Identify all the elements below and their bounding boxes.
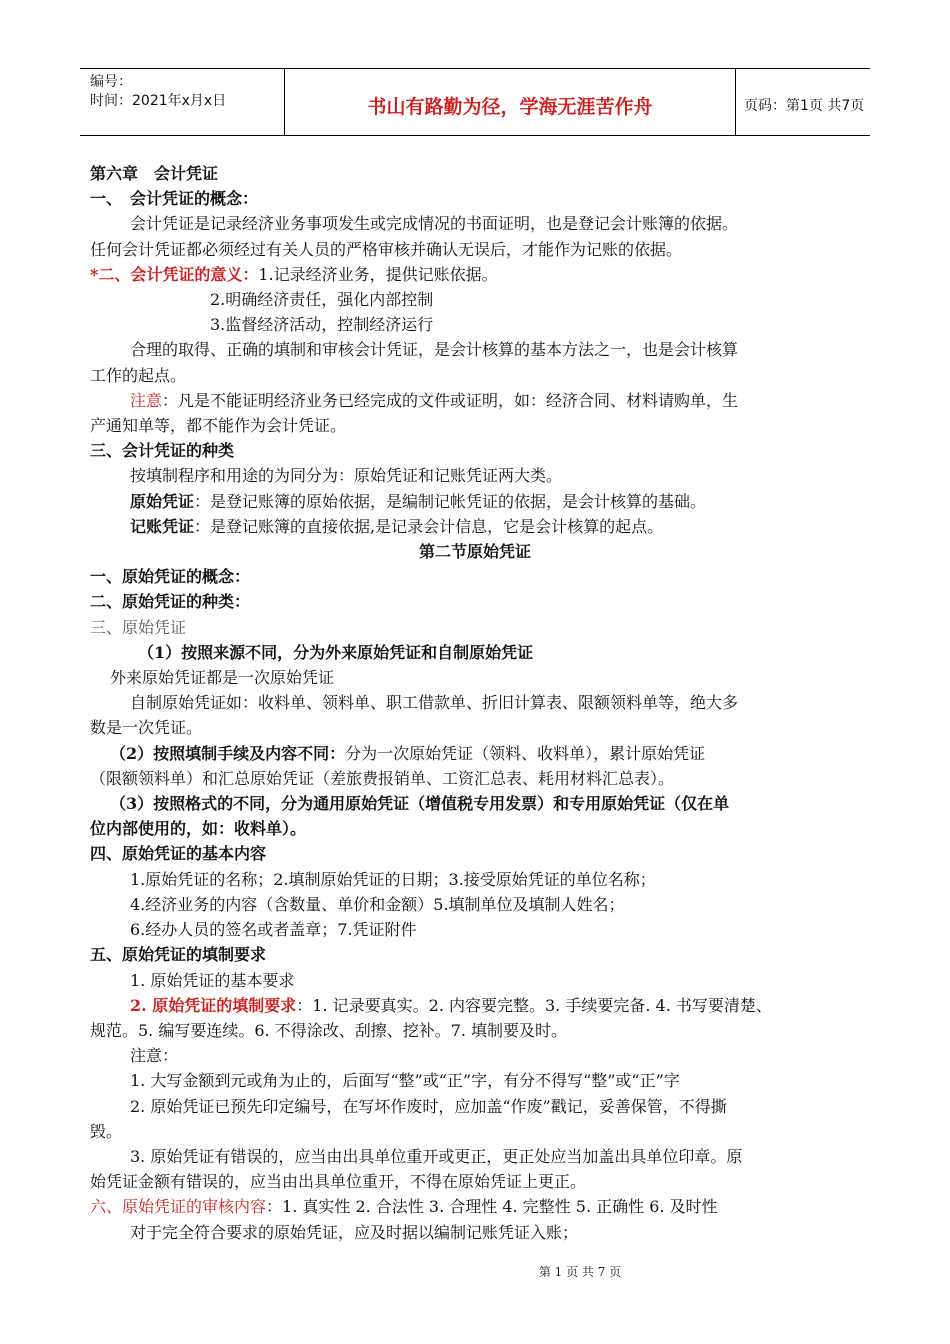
motto-cell	[284, 69, 736, 135]
paragraph-line: 规范。5. 编写要连续。6. 不得涂改、刮擦、挖补。7. 填制要及时。	[90, 1020, 568, 1040]
category-heading: （2）按照填制手续及内容不同：	[110, 743, 346, 763]
motto-text: 书山有路勤为径，学海无涯苦作舟	[367, 95, 653, 118]
page-info-cell	[736, 69, 870, 135]
list-item: 6.经办人员的签名或者盖章；7.凭证附件	[130, 920, 417, 940]
section-heading: 一、 会计凭证的概念：	[90, 189, 259, 209]
section-heading: 五、原始凭证的填制要求	[90, 945, 267, 965]
paragraph-line: 任何会计凭证都必须经过有关人员的严格审核并确认无误后，才能作为记账的依据。	[90, 239, 683, 259]
paragraph-line: 工作的起点。	[90, 365, 187, 385]
list-item: 3. 原始凭证有错误的，应当由出具单位重开或更正，更正处应当加盖出具单位印章。原	[130, 1146, 743, 1166]
list-item: 3.监督经济活动，控制经济运行	[210, 315, 434, 335]
paragraph-line	[90, 262, 860, 287]
term-label: 记账凭证	[130, 516, 195, 536]
definition-text: ：是登记账簿的原始依据，是编制记帐凭证的依据，是会计核算的基础。	[194, 491, 707, 511]
requirement-heading: 2. 原始凭证的填制要求	[130, 995, 297, 1015]
definition-text: ：是登记账簿的直接依据,是记录会计信息，它是会计核算的起点。	[194, 516, 664, 536]
list-item: 4.经济业务的内容（含数量、单价和金额）5.填制单位及填制人姓名；	[130, 894, 625, 914]
page-info-text: 页码：第1页 共7页	[744, 98, 865, 114]
section-heading: 四、原始凭证的基本内容	[90, 844, 267, 864]
paragraph-line: 按填制程序和用途的为同分为：原始凭证和记账凭证两大类。	[130, 466, 563, 486]
list-item: 1. 大写金额到元或角为止的，后面写“整”或“正”字，有分不得写“整”或“正”字	[130, 1071, 680, 1091]
paragraph-line: 合理的取得、正确的填制和审核会计凭证，是会计核算的基本方法之一，也是会计核算	[130, 340, 739, 360]
paragraph-line: 数是一次凭证。	[90, 718, 203, 738]
list-item: 2.明确经济责任，强化内部控制	[210, 290, 434, 310]
paragraph-line: （限额领料单）和汇总原始凭证（差旅费报销单、工资汇总表、耗用材料汇总表）。	[90, 768, 675, 788]
term-label: 原始凭证	[130, 491, 195, 511]
paragraph-line: 对于完全符合要求的原始凭证，应及时据以编制记账凭证入账；	[130, 1222, 579, 1242]
definition-line	[90, 514, 860, 539]
page-header	[80, 68, 870, 136]
header-meta-cell	[80, 69, 284, 135]
note-label: 注意	[130, 390, 163, 410]
document-body	[90, 161, 860, 1245]
category-text: 分为一次原始凭证（领料、收料单），累计原始凭证	[345, 743, 706, 763]
category-heading: （1）按照来源不同，分为外来原始凭证和自制原始凭证	[138, 642, 534, 662]
paragraph-line: 外来原始凭证都是一次原始凭证	[110, 668, 335, 688]
list-item: 2. 原始凭证已预先印定编号，在写坏作废时，应加盖“作废”戳记，妥善保管，不得撕	[130, 1096, 727, 1116]
paragraph-line: 自制原始凭证如：收料单、领料单、职工借款单、折旧计算表、限额领料单等，绝大多	[130, 693, 739, 713]
paragraph-line	[90, 741, 860, 766]
code-label: 编号：	[90, 74, 132, 90]
list-item-text: 1.记录经济业务，提供记账依据。	[258, 264, 498, 284]
paragraph-line: 会计凭证是记录经济业务事项发生或完成情况的书面证明，也是登记会计账簿的依据。	[130, 214, 739, 234]
subsection-title: 第二节原始凭证	[418, 542, 531, 562]
paragraph-line: 产通知单等，都不能作为会计凭证。	[90, 416, 347, 436]
requirement-text: ：1. 记录要真实。2. 内容要完整。3. 手续要完备. 4. 书写要清楚、	[296, 995, 772, 1015]
section-heading: 三、会计凭证的种类	[90, 441, 235, 461]
definition-line	[90, 489, 860, 514]
list-item: 1. 原始凭证的基本要求	[130, 970, 295, 990]
section-heading: 三、原始凭证	[90, 617, 187, 637]
note-label: 注意：	[130, 1046, 179, 1066]
paragraph-line	[90, 993, 860, 1018]
page-footer: 第 1 页 共 7 页	[538, 1265, 622, 1279]
section-heading: 六、原始凭证的审核内容	[90, 1197, 267, 1217]
list-item: 1.原始凭证的名称；2.填制原始凭证的日期；3.接受原始凭证的单位名称；	[130, 869, 656, 889]
paragraph-line: 毁。	[90, 1121, 123, 1141]
chapter-title: 第六章 会计凭证	[90, 164, 219, 183]
category-heading: 位内部使用的，如：收料单）。	[90, 819, 307, 839]
paragraph-line	[90, 1194, 860, 1219]
section-heading: 二、原始凭证的种类：	[90, 592, 251, 612]
paragraph-line	[90, 388, 860, 413]
category-heading: （3）按照格式的不同，分为通用原始凭证（增值税专用发票）和专用原始凭证（仅在单	[110, 794, 730, 814]
note-text: ：凡是不能证明经济业务已经完成的文件或证明，如：经济合同、材料请购单，生	[162, 390, 739, 410]
time-label: 时间：2021年x月x日	[90, 93, 227, 109]
audit-items-text: ：1. 真实性 2. 合法性 3. 合理性 4. 完整性 5. 正确性 6. 及时性	[266, 1197, 718, 1217]
section-heading: 一、原始凭证的概念：	[90, 567, 251, 587]
section-heading: *二、会计凭证的意义：	[90, 264, 259, 284]
paragraph-line: 始凭证金额有错误的，应当由出具单位重开，不得在原始凭证上更正。	[90, 1172, 587, 1192]
